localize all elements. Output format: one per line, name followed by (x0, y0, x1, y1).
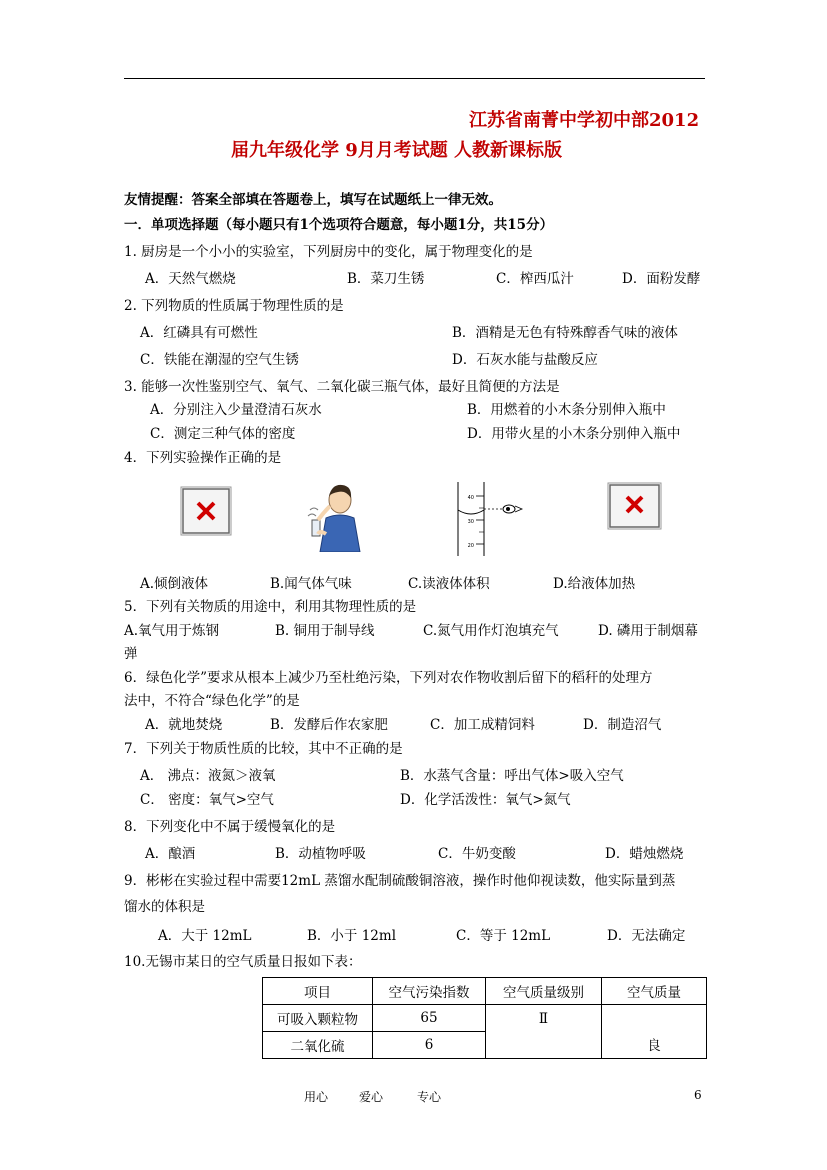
q6-option-d: D．制造沼气 (583, 717, 662, 733)
cylinder-mark-40: 40 (467, 495, 474, 501)
q7-option-c: C． 密度：氧气>空气 (140, 792, 274, 808)
q4-option-a: A.倾倒液体 (140, 576, 209, 592)
cell-item: 可吸入颗粒物 (263, 1005, 373, 1032)
q2-option-d: D．石灰水能与盐酸反应 (452, 352, 598, 368)
header-pollution-index: 空气污染指数 (373, 978, 486, 1005)
cell-quality: 良 (602, 1005, 707, 1059)
graduated-cylinder-reading-image (450, 480, 530, 562)
q8-option-c: C．牛奶变酸 (438, 846, 516, 862)
broken-image-icon (180, 486, 232, 540)
q5-option-c: C.氮气用作灯泡填充气 (423, 623, 559, 639)
air-quality-table (262, 977, 707, 1059)
cell-level: Ⅱ (486, 1005, 602, 1059)
footer-text-1: 用心 (304, 1090, 329, 1104)
q2-stem: 2. 下列物质的性质属于物理性质的是 (124, 298, 344, 314)
q3-option-a: A．分别注入少量澄清石灰水 (150, 402, 322, 418)
q9-option-c: C．等于 12mL (456, 928, 551, 944)
q9-option-d: D．无法确定 (607, 928, 686, 944)
q8-option-d: D．蜡烛燃烧 (605, 846, 684, 862)
header-quality-level: 空气质量级别 (486, 978, 602, 1005)
q9-stem-line-2: 馏水的体积是 (124, 899, 205, 915)
q2-option-a: A．红磷具有可燃性 (140, 325, 258, 341)
q3-option-c: C．测定三种气体的密度 (150, 426, 296, 442)
cell-index: 65 (373, 1005, 486, 1032)
q9-stem-line-1: 9．彬彬在实验过程中需要12mL 蒸馏水配制硫酸铜溶液，操作时他仰视读数，他实际量到蒸 (124, 873, 676, 889)
header-air-quality: 空气质量 (602, 978, 707, 1005)
cell-item: 二氧化硫 (263, 1032, 373, 1059)
footer-text-2: 爱心 (359, 1090, 384, 1104)
q1-option-d: D．面粉发酵 (622, 271, 701, 287)
q5-option-d-wrap: 弹 (124, 646, 138, 662)
q3-option-d: D．用带火星的小木条分别伸入瓶中 (467, 426, 681, 442)
q9-option-b: B．小于 12ml (307, 928, 397, 944)
q1-stem: 1. 厨房是一个小小的实验室，下列厨房中的变化，属于物理变化的是 (124, 244, 533, 260)
q2-option-b: B．酒精是无色有特殊醇香气味的液体 (452, 325, 678, 341)
q3-option-b: B．用燃着的小木条分别伸入瓶中 (467, 402, 666, 418)
table-header-row (263, 978, 707, 1005)
q8-option-a: A．酿酒 (145, 846, 196, 862)
q4-option-d: D.给液体加热 (553, 576, 636, 592)
q4-stem: 4．下列实验操作正确的是 (124, 450, 282, 466)
notice: 友情提醒：答案全部填在答题卷上，填写在试题纸上一律无效。 (124, 192, 502, 208)
q1-option-b: B．菜刀生锈 (347, 271, 425, 287)
q5-option-a: A.氧气用于炼钢 (124, 623, 220, 639)
q8-option-b: B．动植物呼吸 (275, 846, 366, 862)
q4-option-b: B.闻气体气味 (270, 576, 352, 592)
q7-option-d: D．化学活泼性：氧气>氮气 (400, 792, 571, 808)
page-number: 6 (694, 1088, 702, 1102)
q6-option-a: A．就地焚烧 (145, 717, 223, 733)
q2-option-c: C．铁能在潮湿的空气生锈 (140, 352, 299, 368)
q7-stem: 7．下列关于物质性质的比较，其中不正确的是 (124, 741, 403, 757)
q5-option-d: D. 磷用于制烟幕 (598, 623, 698, 639)
q4-option-c: C.读液体体积 (408, 576, 490, 592)
q5-option-b: B. 铜用于制导线 (275, 623, 375, 639)
q3-stem: 3. 能够一次性鉴别空气、氧气、二氧化碳三瓶气体，最好且简便的方法是 (124, 379, 560, 395)
q1-option-c: C．榨西瓜汁 (496, 271, 574, 287)
cell-index: 6 (373, 1032, 486, 1059)
title-line-1: 江苏省南菁中学初中部2012 (469, 110, 700, 131)
q7-option-b: B．水蒸气含量：呼出气体>吸入空气 (400, 768, 624, 784)
q6-stem-line-2: 法中，不符合“绿色化学”的是 (124, 693, 300, 709)
q7-option-a: A． 沸点：液氮＞液氧 (140, 768, 276, 784)
student-smelling-gas-image (296, 476, 376, 556)
cylinder-mark-30: 30 (467, 519, 474, 525)
title-line-2: 届九年级化学 9月月考试题 人教新课标版 (231, 140, 563, 161)
q6-option-b: B．发酵后作农家肥 (270, 717, 388, 733)
q6-stem-line-1: 6．绿色化学”要求从根本上减少乃至杜绝污染，下列对农作物收割后留下的稻秆的处理方 (124, 670, 653, 686)
header-rule (124, 78, 705, 79)
section-heading: 一．单项选择题（每小题只有1个选项符合题意，每小题1分，共15分） (124, 217, 554, 233)
q1-option-a: A．天然气燃烧 (145, 271, 236, 287)
q5-stem: 5．下列有关物质的用途中，利用其物理性质的是 (124, 599, 417, 615)
header-item: 项目 (263, 978, 373, 1005)
cylinder-mark-20: 20 (467, 543, 474, 549)
q10-stem: 10.无锡市某日的空气质量日报如下表： (124, 954, 362, 970)
q8-stem: 8．下列变化中不属于缓慢氧化的是 (124, 819, 336, 835)
broken-image-icon (607, 482, 662, 534)
footer-text-3: 专心 (417, 1090, 442, 1104)
table-row (263, 1005, 707, 1032)
q9-option-a: A．大于 12mL (158, 928, 252, 944)
q6-option-c: C．加工成精饲料 (430, 717, 535, 733)
